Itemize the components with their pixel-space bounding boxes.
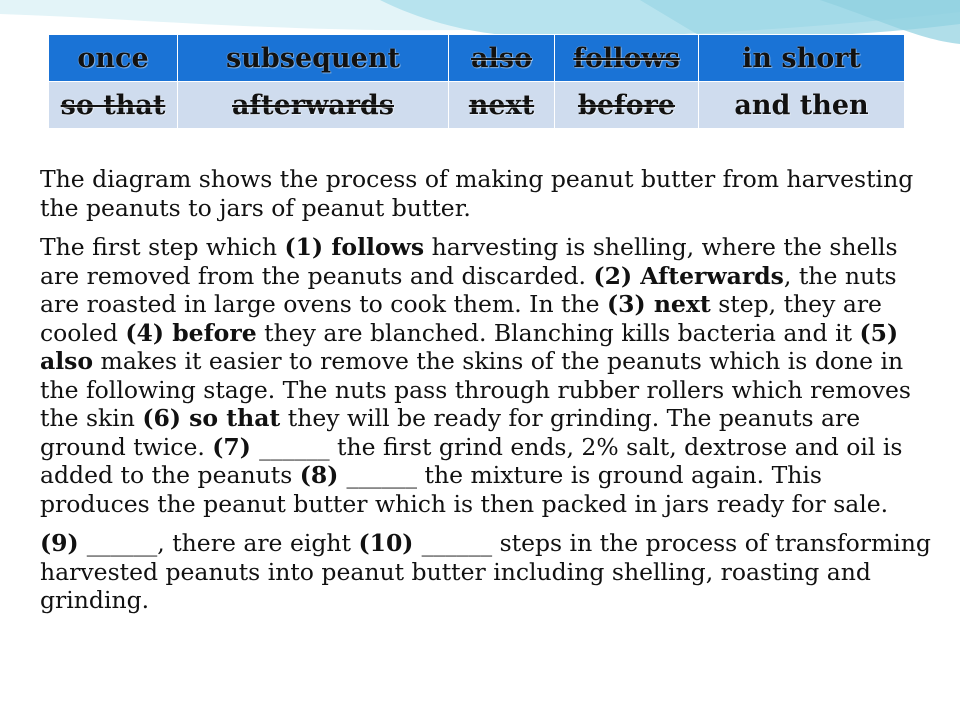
text-segment: The first step which (40, 233, 285, 261)
conclusion-paragraph (40, 529, 938, 615)
bold-segment: (4) (125, 318, 173, 347)
bold-segment: (3) (607, 290, 654, 318)
bold-segment: (8) (299, 461, 347, 489)
text-segment: they will be ready for grinding. The peanuts are ground twice. (40, 404, 861, 461)
text-segment: ______, there are eight (86, 529, 359, 557)
text-segment: harvesting is shelling, where the shells are removed from the peanuts and discarded. (40, 233, 898, 290)
bold-segment: before (172, 318, 257, 347)
word-cell: subsequent (178, 35, 449, 82)
bold-segment: next (653, 290, 711, 318)
word-cell: in short (699, 35, 905, 82)
bold-segment: Afterwards (640, 261, 784, 290)
word-cell: and then (699, 82, 905, 129)
text-segment: step, they are cooled (40, 290, 882, 347)
bold-segment: (7) (212, 432, 260, 461)
text-segment: , the nuts are roasted in large ovens to cook them. In the (40, 261, 897, 318)
word-bank-row (49, 35, 905, 82)
bold-segment: (2) (593, 261, 641, 290)
text-segment: ______ the mixture is ground again. This produces the peanut butter which is then packed in jars ready for sale. (40, 461, 889, 518)
word-cell: once (49, 35, 178, 82)
word-bank-row (49, 82, 905, 129)
bold-segment: (1) (284, 233, 332, 261)
word-cell: so that (49, 82, 178, 129)
word-cell: also (449, 35, 555, 82)
bold-segment: (6) (142, 404, 190, 432)
word-cell: before (555, 82, 699, 129)
text-segment: ______ steps in the process of transforming harvested peanuts into peanut butter including shelling, roasting and grinding. (40, 529, 931, 614)
bold-segment: (10) (358, 529, 422, 557)
intro-paragraph: The diagram shows the process of making peanut butter from harvesting the peanuts to jars of peanut butter. (40, 165, 914, 222)
bold-segment: (9) (40, 529, 87, 557)
body-paragraph (40, 233, 938, 518)
bold-segment: also (40, 347, 94, 375)
word-bank-table (48, 34, 905, 129)
passage (40, 165, 938, 626)
word-cell: follows (555, 35, 699, 82)
text-segment: ______ the first grind ends, 2% salt, dextrose and oil is added to the peanuts (40, 432, 903, 489)
bold-segment: (5) (859, 318, 899, 347)
text-segment: makes it easier to remove the skins of the peanuts which is done in the following stage. The nuts pass through rubber rollers which removes the skin (40, 347, 911, 432)
bold-segment: so that (189, 404, 281, 432)
text-segment: they are blanched. Blanching kills bacteria and it (256, 318, 860, 347)
word-cell: next (449, 82, 555, 129)
bold-segment: follows (331, 233, 425, 261)
word-cell: afterwards (178, 82, 449, 129)
